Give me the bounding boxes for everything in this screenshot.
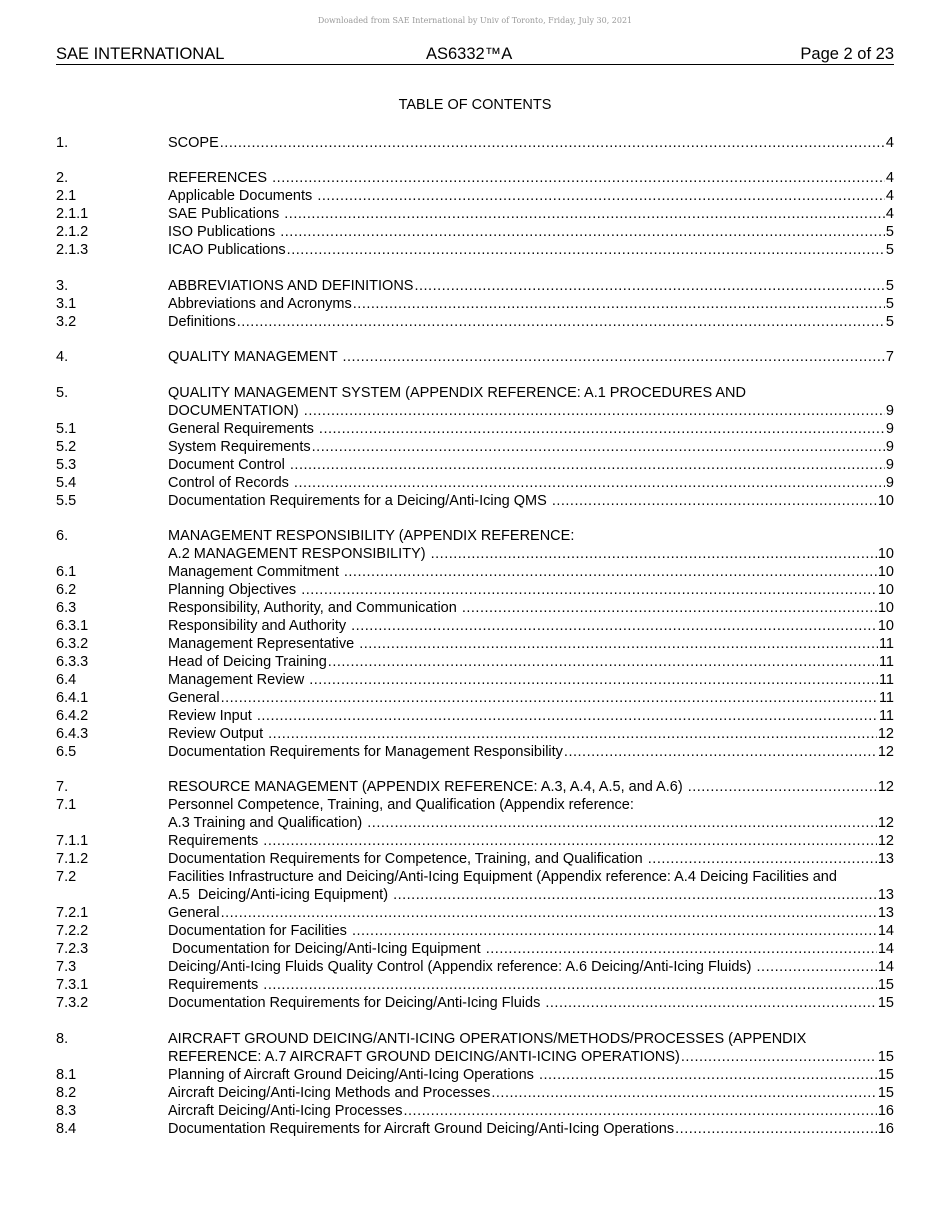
toc-entry-number: 7.3.1 [56,977,89,994]
toc-entry-number: 6.4.3 [56,725,89,742]
toc-entry-number: 2.1.3 [56,242,89,259]
download-watermark: Downloaded from SAE International by Univ of Toronto, Friday, July 30, 2021 [317,16,633,25]
toc-entry-number: 7.2 [56,869,77,886]
toc-dot-leader [552,492,877,510]
toc-dot-leader [257,707,878,725]
toc-entry-number: 7.1.2 [56,851,89,868]
toc-entry-number: 6. [56,527,69,544]
toc-entry-number: 6.5 [56,743,77,760]
toc-entry-body [168,527,894,545]
toc-entry-title: Documentation for Facilities [168,923,351,940]
toc-entry-page: 10 [877,599,894,616]
toc-entry-body [168,707,894,725]
header-document-id: AS6332™A [426,45,513,63]
toc-entry-body [168,850,894,868]
toc-entry-body [168,1048,894,1066]
toc-entry-title: Deicing/Anti-Icing Fluids Quality Control (Appendix reference: A.6 Deicing/Anti-Icing Fluids) [168,959,756,976]
toc-entry-title: Head of Deicing Training [168,653,327,670]
toc-entry-title: Documentation Requirements for Aircraft Ground Deicing/Anti-Icing Operations [168,1120,675,1137]
toc-entry[interactable] [56,295,894,313]
toc-dot-leader [414,277,884,295]
toc-entry-number: 6.3.3 [56,653,89,670]
toc-entry-title: ABBREVIATIONS AND DEFINITIONS [168,277,414,294]
toc-dot-leader [263,976,877,994]
toc-entry-page: 4 [885,206,894,223]
toc-dot-leader [221,689,878,707]
toc-entry[interactable] [56,1120,894,1138]
toc-entry[interactable] [56,241,894,259]
toc-dot-leader [287,241,885,259]
toc-entry-number: 5.4 [56,474,77,491]
toc-entry-page: 10 [877,581,894,598]
toc-entry-body [168,994,894,1012]
toc-entry-title: Control of Records [168,474,293,491]
toc-entry-title: Review Input [168,707,256,724]
toc-entry[interactable] [56,563,894,581]
toc-entry-number: 7.2.2 [56,923,89,940]
toc-entry-page: 9 [885,474,894,491]
toc-entry-number: 6.3 [56,599,77,616]
toc-entry-body [168,313,894,331]
toc-entry[interactable] [56,635,894,653]
toc-entry[interactable] [56,994,894,1012]
toc-entry-page: 12 [877,779,894,796]
toc-entry[interactable] [56,707,894,725]
toc-entry-page: 13 [877,887,894,904]
toc-entry-body [168,169,894,187]
toc-entry-number: 7.1 [56,797,77,814]
toc-entry-title: General [168,689,220,706]
toc-entry-title: Aircraft Deicing/Anti-Icing Methods and Processes [168,1084,491,1101]
toc-entry-body [168,1084,894,1102]
toc-entry-page: 5 [885,224,894,241]
toc-entry[interactable] [56,886,894,904]
toc-entry-page: 7 [885,349,894,366]
toc-entry-page: 15 [877,1084,894,1101]
toc-entry-number: 3.1 [56,295,77,312]
toc-dot-leader [491,1084,876,1102]
toc-dot-leader [221,904,877,922]
toc-dot-leader [757,958,877,976]
toc-entry[interactable] [56,1102,894,1120]
toc-entry-number: 5.3 [56,456,77,473]
toc-entry-title: Management Commitment [168,563,343,580]
toc-entry-number: 8.3 [56,1102,77,1119]
toc-entry-body [168,1030,894,1048]
toc-entry-title: SAE Publications [168,206,284,223]
page-header [56,44,894,65]
toc-entry-page: 10 [877,563,894,580]
toc-entry-page: 11 [878,707,894,724]
toc-entry[interactable] [56,796,894,814]
toc-entry-title: QUALITY MANAGEMENT SYSTEM (APPENDIX REFERENCE: A.1 PROCEDURES AND [168,384,746,401]
toc-entry[interactable] [56,922,894,940]
toc-entry-title: REFERENCE: A.7 AIRCRAFT GROUND DEICING/ANTI-ICING OPERATIONS) [168,1048,680,1065]
toc-entry-page: 11 [878,671,894,688]
toc-entry-number: 5. [56,384,69,401]
toc-dot-leader [237,313,885,331]
toc-entry-title: System Requirements [168,438,311,455]
toc-entry-body [168,438,894,456]
toc-entry-body [168,832,894,850]
toc-entry-page: 11 [878,653,894,670]
toc-entry[interactable] [56,778,894,796]
table-of-contents [56,134,894,1138]
toc-dot-leader [431,545,877,563]
toc-entry[interactable] [56,850,894,868]
toc-entry[interactable] [56,492,894,510]
toc-entry-title: Documentation for Deicing/Anti-Icing Equipment [168,941,485,958]
toc-entry-page: 13 [877,851,894,868]
toc-entry[interactable] [56,725,894,743]
toc-entry-body [168,976,894,994]
toc-entry-number: 8. [56,1030,69,1047]
toc-dot-leader [220,134,885,152]
toc-entry-body [168,295,894,313]
toc-dot-leader [462,599,877,617]
toc-entry[interactable] [56,671,894,689]
toc-entry-body [168,689,894,707]
toc-entry-body [168,599,894,617]
toc-dot-leader [344,563,877,581]
toc-entry-body [168,725,894,743]
toc-dot-leader [393,886,877,904]
toc-entry-page: 4 [885,135,894,151]
toc-entry-page: 5 [885,242,894,259]
toc-entry-page: 9 [885,420,894,437]
toc-entry-number: 5.5 [56,492,77,509]
toc-entry-title: Aircraft Deicing/Anti-Icing Processes [168,1102,403,1119]
toc-entry-title: Personnel Competence, Training, and Qualification (Appendix reference: [168,797,634,814]
toc-entry-title: Review Output [168,725,268,742]
toc-entry-title: Abbreviations and Acronyms [168,295,352,312]
toc-entry-number: 6.3.1 [56,617,89,634]
toc-entry[interactable] [56,689,894,707]
toc-entry-page: 5 [885,277,894,294]
toc-entry-title: Planning Objectives [168,581,301,598]
toc-dot-leader [290,456,885,474]
toc-entry-page: 15 [877,1066,894,1083]
toc-entry[interactable] [56,277,894,295]
toc-entry[interactable] [56,313,894,331]
toc-entry[interactable] [56,904,894,922]
toc-entry-title: QUALITY MANAGEMENT [168,349,342,366]
toc-entry-page: 11 [878,689,894,706]
toc-entry-title: Management Representative [168,635,359,652]
toc-entry-body [168,940,894,958]
toc-entry-body [168,348,894,366]
toc-entry-body [168,958,894,976]
toc-entry-number: 6.2 [56,581,77,598]
toc-dot-leader [367,814,877,832]
toc-entry[interactable] [56,384,894,402]
toc-entry[interactable] [56,420,894,438]
toc-entry-page: 4 [885,188,894,205]
toc-entry-number: 6.4.2 [56,707,89,724]
toc-dot-leader [681,1048,877,1066]
toc-entry[interactable] [56,205,894,223]
toc-entry-number: 6.1 [56,563,77,580]
toc-entry-number: 2.1.2 [56,224,89,241]
toc-entry-page: 11 [878,635,894,652]
toc-entry-title: A.2 MANAGEMENT RESPONSIBILITY) [168,545,430,562]
toc-entry-title: A.3 Training and Qualification) [168,815,367,832]
toc-entry-number: 4. [56,349,69,366]
toc-entry-page: 10 [877,545,894,562]
toc-entry-page: 12 [877,833,894,850]
toc-dot-leader [545,994,876,1012]
toc-entry-page: 9 [885,438,894,455]
toc-entry-body [168,277,894,295]
toc-entry-body [168,456,894,474]
toc-entry-body [168,1066,894,1084]
toc-entry-title: MANAGEMENT RESPONSIBILITY (APPENDIX REFERENCE: [168,527,575,544]
toc-entry-title: AIRCRAFT GROUND DEICING/ANTI-ICING OPERATIONS/METHODS/PROCESSES (APPENDIX [168,1030,807,1047]
toc-entry-title: Documentation Requirements for Deicing/Anti-Icing Fluids [168,995,545,1012]
toc-entry[interactable] [56,940,894,958]
toc-entry-body [168,743,894,761]
toc-entry-page: 16 [877,1120,894,1137]
toc-dot-leader [317,187,885,205]
toc-entry-body [168,868,894,886]
toc-entry-title: Definitions [168,313,236,330]
toc-entry-number: 7.1.1 [56,833,89,850]
toc-entry-body [168,420,894,438]
toc-entry-number: 6.4 [56,671,77,688]
toc-entry-page: 12 [877,725,894,742]
toc-dot-leader [284,205,885,223]
toc-entry[interactable] [56,474,894,492]
toc-entry-page: 5 [885,295,894,312]
toc-entry-body [168,384,894,402]
toc-entry-title: Applicable Documents [168,188,317,205]
toc-dot-leader [312,438,885,456]
toc-entry-body [168,922,894,940]
toc-entry[interactable] [56,653,894,671]
toc-entry[interactable] [56,958,894,976]
toc-entry-number: 2.1.1 [56,206,89,223]
toc-entry-body [168,563,894,581]
toc-entry-title: DOCUMENTATION) [168,402,303,419]
toc-entry-number: 6.3.2 [56,635,89,652]
toc-entry-body [168,205,894,223]
toc-dot-leader [351,617,877,635]
toc-entry[interactable] [56,187,894,205]
toc-dot-leader [319,420,885,438]
toc-entry-title: REFERENCES [168,170,272,187]
toc-dot-leader [564,743,877,761]
toc-entry-page: 15 [877,1048,894,1065]
toc-entry-body [168,1120,894,1138]
toc-entry-number: 7.2.1 [56,905,89,922]
toc-entry-number: 2. [56,170,69,187]
toc-entry-number: 5.1 [56,420,77,437]
toc-entry-page: 12 [877,743,894,760]
toc-entry[interactable] [56,438,894,456]
toc-entry-body [168,778,894,796]
toc-entry[interactable] [56,814,894,832]
toc-entry-number: 6.4.1 [56,689,89,706]
toc-entry-body [168,635,894,653]
toc-entry-title: Planning of Aircraft Ground Deicing/Anti-Icing Operations [168,1066,538,1083]
header-page-number: Page 2 of 23 [800,45,894,63]
toc-entry-page: 9 [885,456,894,473]
toc-entry-body [168,241,894,259]
toc-entry-title: SCOPE [168,135,219,151]
toc-entry[interactable] [56,581,894,599]
toc-dot-leader [352,922,877,940]
toc-entry-title: Document Control [168,456,289,473]
toc-entry[interactable] [56,617,894,635]
toc-entry-body [168,671,894,689]
toc-dot-leader [328,653,878,671]
toc-dot-leader [404,1102,877,1120]
toc-entry-number: 3. [56,277,69,294]
toc-entry-number: 3.2 [56,313,77,330]
toc-entry-title: General Requirements [168,420,318,437]
toc-entry-title: Management Review [168,671,309,688]
toc-entry-title: Requirements [168,833,263,850]
toc-entry-number: 7. [56,779,69,796]
toc-entry-body [168,1102,894,1120]
toc-entry-page: 13 [877,905,894,922]
toc-entry-title: Documentation Requirements for Competence, Training, and Qualification [168,851,647,868]
toc-entry-page: 14 [877,941,894,958]
toc-dot-leader [688,778,877,796]
toc-dot-leader [294,474,885,492]
toc-entry-page: 15 [877,977,894,994]
toc-dot-leader [263,832,877,850]
toc-entry-body [168,796,894,814]
toc-entry[interactable] [56,976,894,994]
toc-entry-body [168,492,894,510]
toc-entry-number: 8.4 [56,1120,77,1137]
toc-entry[interactable] [56,134,894,152]
toc-entry-title: A.5 Deicing/Anti-icing Equipment) [168,887,393,904]
toc-entry-page: 15 [877,995,894,1012]
toc-entry-number: 7.2.3 [56,941,89,958]
toc-entry-number: 7.3 [56,959,77,976]
toc-dot-leader [359,635,878,653]
toc-dot-leader [280,223,885,241]
toc-entry-title: Requirements [168,977,263,994]
toc-dot-leader [343,348,885,366]
toc-entry-page: 10 [877,492,894,509]
toc-entry-title: RESOURCE MANAGEMENT (APPENDIX REFERENCE: A.3, A.4, A.5, and A.6) [168,779,687,796]
toc-entry-title: Documentation Requirements for a Deicing/Anti-Icing QMS [168,492,551,509]
toc-entry-number: 8.1 [56,1066,77,1083]
toc-entry-page: 16 [877,1102,894,1119]
toc-entry-page: 4 [885,170,894,187]
toc-entry-body [168,904,894,922]
toc-entry[interactable] [56,1066,894,1084]
toc-entry-body [168,814,894,832]
toc-entry-body [168,402,894,420]
toc-dot-leader [675,1120,877,1138]
toc-entry[interactable] [56,1030,894,1048]
toc-entry[interactable] [56,1084,894,1102]
toc-entry[interactable] [56,868,894,886]
toc-entry-page: 10 [877,617,894,634]
toc-entry-body [168,581,894,599]
toc-dot-leader [268,725,877,743]
toc-entry[interactable] [56,743,894,761]
toc-dot-leader [486,940,877,958]
toc-entry[interactable] [56,402,894,420]
toc-dot-leader [309,671,878,689]
toc-dot-leader [648,850,877,868]
toc-entry-number: 5.2 [56,438,77,455]
toc-entry-page: 9 [885,402,894,419]
toc-entry[interactable] [56,223,894,241]
toc-entry-body [168,545,894,563]
toc-entry-body [168,653,894,671]
toc-entry-title: Documentation Requirements for Management Responsibility [168,743,563,760]
toc-entry-page: 12 [877,815,894,832]
toc-entry[interactable] [56,527,894,545]
toc-dot-leader [539,1066,877,1084]
toc-entry-number: 8.2 [56,1084,77,1101]
toc-entry[interactable] [56,545,894,563]
toc-entry[interactable] [56,348,894,366]
toc-entry-page: 5 [885,313,894,330]
toc-entry[interactable] [56,169,894,187]
toc-entry-body [168,223,894,241]
toc-entry[interactable] [56,456,894,474]
toc-entry-body [168,617,894,635]
toc-dot-leader [353,295,885,313]
toc-entry-page: 14 [877,959,894,976]
toc-entry-title: Responsibility and Authority [168,617,351,634]
toc-entry-body [168,187,894,205]
toc-entry-page: 14 [877,923,894,940]
toc-entry-title: ICAO Publications [168,242,286,259]
toc-entry-number: 1. [56,135,69,151]
toc-dot-leader [272,169,885,187]
toc-entry-body [168,886,894,904]
toc-entry-title: General [168,905,220,922]
toc-entry-title: ISO Publications [168,224,280,241]
toc-entry[interactable] [56,599,894,617]
toc-dot-leader [304,402,885,420]
toc-title: TABLE OF CONTENTS [398,97,552,113]
toc-entry-number: 2.1 [56,188,77,205]
toc-entry[interactable] [56,1048,894,1066]
header-organization: SAE INTERNATIONAL [56,45,225,63]
toc-entry-body [168,134,894,152]
toc-entry[interactable] [56,832,894,850]
toc-entry-title: Facilities Infrastructure and Deicing/Anti-Icing Equipment (Appendix reference: A.4 Deicing Facilities and [168,869,837,886]
toc-entry-title: Responsibility, Authority, and Communication [168,599,461,616]
toc-entry-number: 7.3.2 [56,995,89,1012]
toc-dot-leader [301,581,877,599]
toc-entry-body [168,474,894,492]
